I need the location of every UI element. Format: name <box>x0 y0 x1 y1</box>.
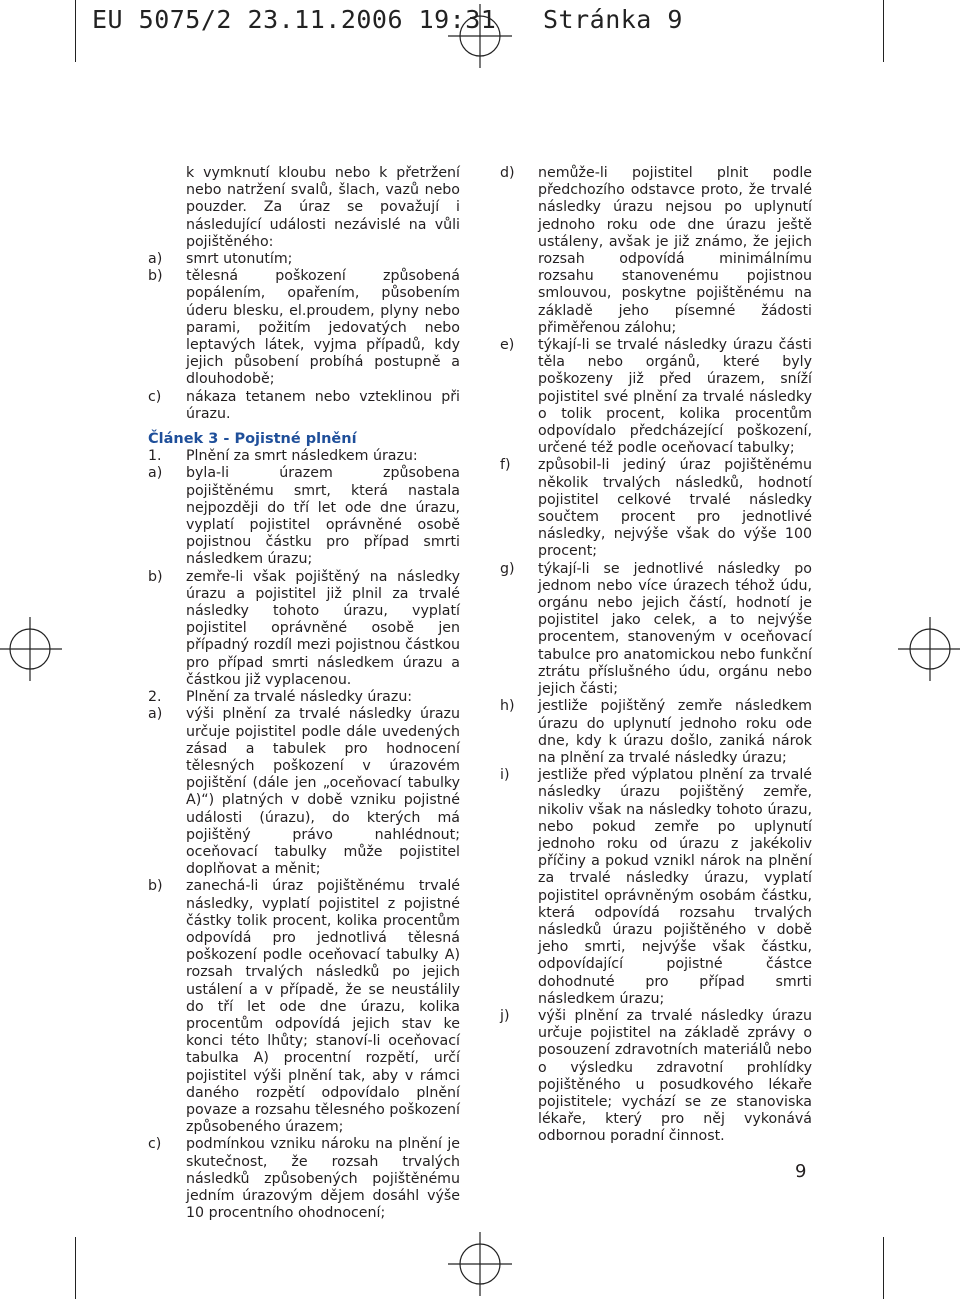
left-column <box>148 165 460 1222</box>
list-item <box>148 465 460 568</box>
section-marker: 1. <box>148 448 162 465</box>
item-marker: a) <box>148 706 163 723</box>
item-text: zemře-li však pojištěný na následky úrazu a pojistitel již plnil za trvalé následky tohoto úrazu, vyplatí pojistitel oprávněné osobě jen případný rozdíl mezi pojistnou částkou pro případ smrti následkem úrazu a částkou již vyplacenou. <box>186 568 460 688</box>
slug-page: Stránka 9 <box>543 5 683 34</box>
item-text: byla-li úrazem způsobena pojištěnému smrt, která nastala nejpozději do tří let ode dne úrazu, vyplatí pojistitel oprávněné osobě pojistnou částku pro případ smrti následkem úrazu; <box>186 465 460 568</box>
list-item <box>148 569 460 689</box>
item-text: podmínkou vzniku nároku na plnění je skutečnost, že rozsah trvalých následků způsobených pojištěnému jedním úrazovým dějem dosáhl výše 10 procentního ohodnocení; <box>186 1136 460 1222</box>
item-marker: c) <box>148 388 162 405</box>
crop-mark-top-left <box>75 0 76 62</box>
list-item <box>148 1136 460 1222</box>
item-text: jestliže pojištěný zemře následkem úrazu do uplynutí jednoho roku ode dne, kdy k úrazu došlo, zaniká nárok na plnění za trvalé následky úrazu; <box>538 698 812 766</box>
item-marker: h) <box>500 698 515 715</box>
item-marker: a) <box>148 251 163 268</box>
item-marker: f) <box>500 457 511 474</box>
list-item <box>500 561 812 699</box>
printer-slug <box>92 5 683 34</box>
item-text: zanechá-li úraz pojištěnému trvalé následky, vyplatí pojistitel z pojistné částky tolik procent, kolika procentům odpovídá pro jednotlivá tělesná poškození podle oceňovací tabulky A) rozsah trvalých následků po jejich ustálení a v případě, že se neustálily do tří let ode dne úrazu, kolika procentům odpovídá jejich stav ke konci této lhůty; stanoví-li oceňovací tabulka A) procentní rozpětí, určí pojistitel výši plnění tak, aby v rámci daného rozpětí odpovídalo plnění povaze a rozsahu tělesného poškození způsobeného úrazem; <box>186 878 460 1136</box>
list-item <box>148 268 460 388</box>
list-item <box>500 1008 812 1146</box>
item-text: nákaza tetanem nebo vzteklinou při úrazu. <box>186 388 460 422</box>
section-item <box>148 689 460 706</box>
item-marker: g) <box>500 560 515 577</box>
item-text: výši plnění za trvalé následky úrazu určuje pojistitel podle dále uvedených zásad a tabulek pro hodnocení tělesných poškození v úrazovém pojištění (dále jen „oceňovací tabulky A)“) platných v době vzniku pojistné události (úrazu), do kterých má pojištěný právo nahlédnout; oceňovací tabulky může pojistitel doplňovat a měnit; <box>186 706 460 878</box>
section-item <box>148 448 460 465</box>
slug-info: EU 5075/2 23.11.2006 19:31 <box>92 5 497 34</box>
registration-mark-top <box>446 2 514 70</box>
section-marker: 2. <box>148 689 162 706</box>
list-item <box>500 767 812 1008</box>
item-text: týkají-li se jednotlivé následky po jednom nebo více úrazech téhož údu, orgánu nebo jejich částí, hodnotí je pojistitel jako celek, a to nejvýše procentem, stanoveným v oceňovací tabulce pro anatomickou nebo funkční ztrátu příslušného údu, orgánu nebo jejich části; <box>538 560 812 698</box>
registration-mark-bottom <box>446 1230 514 1298</box>
registration-mark-right <box>892 615 960 683</box>
item-marker: b) <box>148 568 163 585</box>
list-item <box>148 706 460 878</box>
right-column <box>500 165 812 1146</box>
item-marker: b) <box>148 878 163 895</box>
page-number: 9 <box>795 1161 807 1182</box>
crop-mark-bottom-left <box>75 1237 76 1299</box>
section-title: Plnění za trvalé následky úrazu: <box>186 689 413 706</box>
list-item <box>500 457 812 560</box>
list-item <box>500 165 812 337</box>
item-text: způsobil-li jediný úraz pojištěnému několik trvalých následků, hodnotí pojistitel celkové trvalé následky součtem procent pro jednotlivé následky, nejvýše však do výše 100 procent; <box>538 457 812 560</box>
item-marker: j) <box>500 1007 510 1024</box>
section-title: Plnění za smrt následkem úrazu: <box>186 448 418 465</box>
crop-mark-top-right <box>883 0 884 62</box>
item-marker: b) <box>148 268 163 285</box>
item-marker: d) <box>500 165 515 181</box>
list-item <box>500 337 812 457</box>
item-text: výši plnění za trvalé následky úrazu určuje pojistitel na základě zprávy o posouzení zdravotních materiálů nebo o výsledku zdravotní prohlídky pojištěného u posudkového lékaře pojistitele; vychází se ze stanoviska lékaře, který pro něj vykonává odbornou poradní činnost. <box>538 1007 812 1145</box>
item-marker: c) <box>148 1136 162 1153</box>
item-text: nemůže-li pojistitel plnit podle předchozího odstavce proto, že trvalé následky úrazu nejsou po uplynutí jednoho roku ode dne úrazu ještě ustáleny, avšak je již známo, že jejich rozsah odpovídá minimálnímu rozsahu stanovenému pojistnou smlouvou, poskytne pojištěnému na základě jeho písemné žádosti přiměřenou zálohu; <box>538 165 812 336</box>
item-marker: a) <box>148 465 163 482</box>
intro-paragraph: k vymknutí kloubu nebo k přetržení nebo natržení svalů, šlach, vazů nebo pouzder. Za úraz se považují i následující události nezávislé na vůli pojištěného: <box>186 165 460 250</box>
list-item <box>148 389 460 423</box>
item-text: týkají-li se trvalé následky úrazu části těla nebo orgánů, které byly poškozeny již před úrazem, sníží pojistitel své plnění za trvalé následky o tolik procent, kolika procentům odpovídalo předcházející poškození, určené též podle oceňovací tabulky; <box>538 337 812 457</box>
article-heading: Článek 3 - Pojistné plnění <box>148 431 357 448</box>
item-marker: e) <box>500 337 515 354</box>
item-text: jestliže před výplatou plnění za trvalé následky úrazu pojištěný zemře, nikoliv však na následky tohoto úrazu, nebo pokud zemře po uplynutí jednoho roku od úrazu z jakékoliv příčiny a pokud vznikl nárok na plnění za trvalé následky úrazu, vyplatí pojistitel oprávněným osobám částku, která odpovídá rozsahu trvalých následků úrazu pojištěného v době jeho smrti, nejvýše však částku, odpovídající pojistné částce dohodnuté pro případ smrti následkem úrazu; <box>538 767 812 1007</box>
list-item <box>148 878 460 1136</box>
item-marker: i) <box>500 767 510 784</box>
registration-mark-left <box>0 615 68 683</box>
list-item <box>148 251 460 268</box>
crop-mark-bottom-right <box>883 1237 884 1299</box>
item-text: smrt utonutím; <box>186 251 293 268</box>
item-text: tělesná poškození způsobená popálením, opařením, působením úderu blesku, el.proudem, plyny nebo parami, požitím jedovatých nebo leptavých látek, vyjma případů, kdy jejich působení probíhá postupně a dlouhodobě; <box>186 268 460 388</box>
list-item <box>500 698 812 767</box>
